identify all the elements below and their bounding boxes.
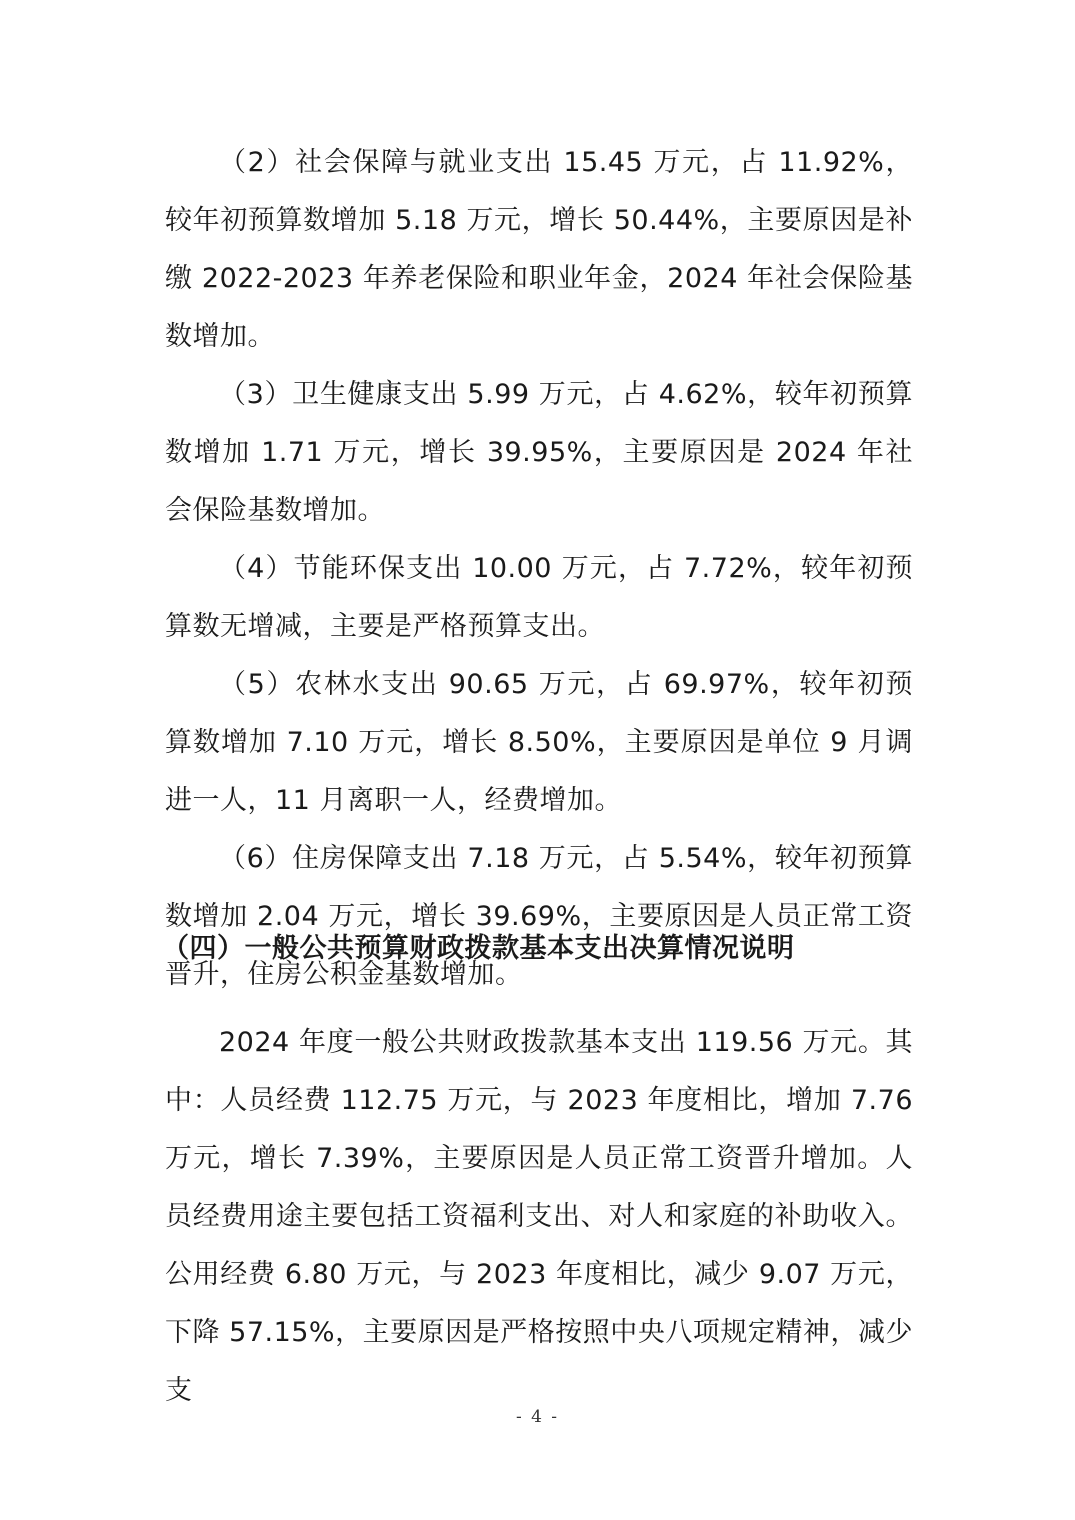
- page-number: - 4 -: [515, 1407, 560, 1427]
- paragraph-basic-expenditure: 2024 年度一般公共财政拨款基本支出 119.56 万元。其中：人员经费 112.75 万元，与 2023 年度相比，增加 7.76 万元，增长 7.39%，主要原因是人员正常工资晋升增加。人员经费用途主要包括工资福利支出、对人和家庭的补助收入。公用经费 6.80 万元，与 2023 年度相比，减少 9.07 万元，下降 57.15%，主要原因是严格按照中央八项规定精神，减少支: [165, 1027, 913, 1406]
- paragraph-energy-environment: （4）节能环保支出 10.00 万元，占 7.72%，较年初预算数无增减，主要是严格预算支出。: [165, 553, 913, 642]
- paragraph-housing: （6）住房保障支出 7.18 万元，占 5.54%，较年初预算数增加 2.04 万元，增长 39.69%，主要原因是人员正常工资晋升，住房公积金基数增加。: [165, 843, 913, 990]
- section-heading: （四）一般公共预算财政拨款基本支出决算情况说明: [162, 933, 795, 964]
- paragraph-social-security: （2）社会保障与就业支出 15.45 万元，占 11.92%，较年初预算数增加 5.18 万元，增长 50.44%，主要原因是补缴 2022-2023 年养老保险和职业年金，2024 年社会保险基数增加。: [165, 147, 913, 352]
- section-heading-block: [162, 920, 914, 978]
- section-body: [165, 1014, 913, 1420]
- body-text: [165, 134, 913, 1004]
- paragraph-agriculture: （5）农林水支出 90.65 万元，占 69.97%，较年初预算数增加 7.10 万元，增长 8.50%，主要原因是单位 9 月调进一人，11 月离职一人，经费增加。: [165, 669, 913, 816]
- paragraph-health: （3）卫生健康支出 5.99 万元，占 4.62%，较年初预算数增加 1.71 万元，增长 39.95%，主要原因是 2024 年社会保险基数增加。: [165, 379, 913, 526]
